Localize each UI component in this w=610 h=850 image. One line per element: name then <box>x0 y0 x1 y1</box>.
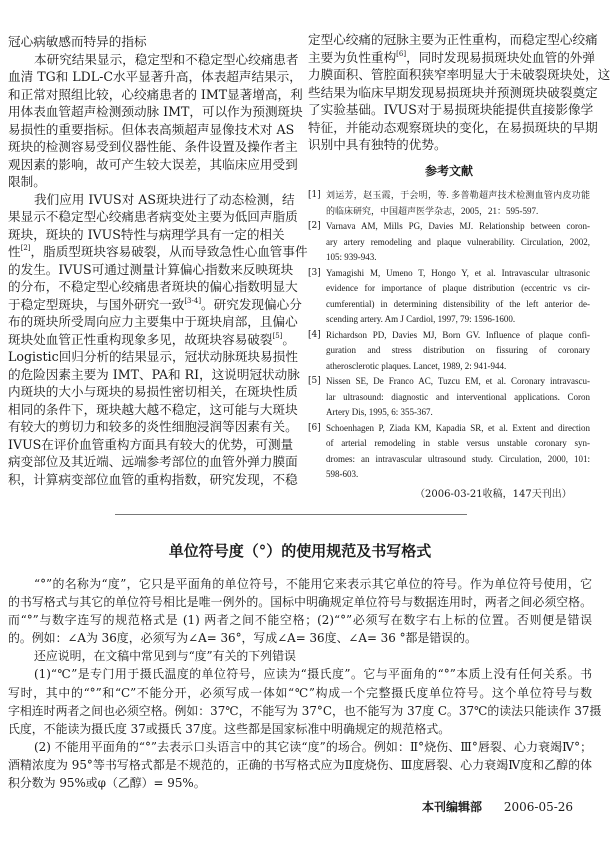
reference-line: Varnava AM, Mills PG, Davies MJ. Relationship between coron- <box>326 221 590 231</box>
text-segment: 力膜面积、管腔面积狭窄率明显大于未破裂斑块处，这 <box>308 67 610 82</box>
text-segment: 的。例如：∠A为 36度，必须写为∠A= 36°，写成∠A= 36度、∠A= 36 °都是错误的。 <box>8 631 477 646</box>
text-line <box>8 191 295 209</box>
text-segment: 。 <box>282 331 295 347</box>
reference-line: 105: 939-943. <box>326 252 377 262</box>
text-line <box>8 774 592 792</box>
reference-item <box>308 421 590 483</box>
text-line <box>8 278 298 296</box>
text-segment: IVUS在评价血管重构方面具有较大的优势，可测量 <box>8 436 294 452</box>
text-segment: 相同的条件下，斑块越大越不稳定，这可能与大斑块 <box>8 401 298 417</box>
text-line <box>8 418 298 436</box>
text-segment: 。研究发现偏心分 <box>201 296 302 312</box>
reference-line: atherosclerotic plaques. Lancet, 1989, 2: 941-944. <box>326 360 507 371</box>
text-line <box>8 86 303 104</box>
text-line <box>8 243 308 261</box>
reference-line: lar ultrasound: diagnostic and interventional applications. Coron <box>326 391 590 402</box>
reference-line: Schoenhagen P, Ziada KM, Kapadia SR, et al. Extent and direction <box>326 422 590 433</box>
text-line <box>8 453 298 471</box>
article-right-column <box>308 31 610 154</box>
text-line <box>8 665 592 683</box>
text-segment: 易损性的重要指标。但体表高频超声显像技术对 AS <box>8 121 295 137</box>
text-line <box>8 471 298 489</box>
text-line <box>8 331 295 349</box>
reference-line: ary artery remodeling and plaque vulnerability. Circulation, 2002, <box>326 236 590 247</box>
text-line <box>8 738 592 756</box>
text-line <box>308 119 598 137</box>
text-segment: 写时，其中的“°”和“C”不能分开，必须写成一体如“℃”构成一个完整摄氏度单位符号。这个单位符号与数 <box>8 685 592 700</box>
text-line <box>308 136 590 154</box>
reference-label: [3] <box>308 267 321 278</box>
text-segment: 我们应用 IVUS对 AS斑块进行了动态检测，结 <box>34 191 295 207</box>
text-segment: 限制。 <box>8 174 46 189</box>
references-list <box>308 188 590 483</box>
reference-line: 的临床研究，中国超声医学杂志，2005，21：595-597. <box>326 205 539 216</box>
reference-label: [1] <box>308 190 321 200</box>
text-segment: 冠心病敏感而特异的指标 <box>8 34 147 49</box>
text-line <box>8 702 602 720</box>
text-line <box>8 756 592 774</box>
text-segment: 的危险因素主要为 IMT、PA和 RI，这说明冠状动脉 <box>8 366 300 382</box>
reference-label: [4] <box>308 329 321 340</box>
text-line <box>8 575 592 593</box>
text-line <box>8 261 294 279</box>
text-line <box>8 436 294 454</box>
text-segment: 用体表血管超声检测颈动脉 IMT，可以作为预测斑块 <box>8 104 303 119</box>
text-segment: 于稳定型斑块，与国外研究一致 <box>8 296 185 312</box>
text-segment: 斑块，斑块的 IVUS特性与病理学具有一定的相关 <box>8 226 285 242</box>
text-segment: 些结果为临床早期发现易损斑块并预测斑块破裂奠定 <box>308 84 598 100</box>
text-line <box>8 103 303 121</box>
citation-superscript: [6] <box>396 49 407 58</box>
reference-line: 598-603. <box>326 469 359 479</box>
article-left-column <box>8 33 308 488</box>
text-line <box>8 226 284 244</box>
notice-signature <box>422 798 573 815</box>
text-segment: 特征，并能动态观察斑块的变化，在易损斑块的早期 <box>308 119 598 135</box>
reference-item <box>308 266 590 328</box>
reference-item <box>308 219 590 266</box>
text-segment: 的书写格式与其它的单位符号相比是唯一例外的。国标中明确规定单位符号与数据连用时，两者之间必须空格。 <box>8 595 592 610</box>
reference-label: [6] <box>308 422 321 433</box>
text-segment: 的发生。IVUS可通过测量计算偏心指数来反映斑块 <box>8 261 294 277</box>
text-line <box>8 348 298 366</box>
text-segment: 布的斑块所受周向应力主要集中于斑块肩部，且偏心 <box>8 314 298 329</box>
text-line <box>8 156 298 174</box>
text-line <box>8 121 295 139</box>
text-segment: 的分布，不稳定型心绞痛患者斑块的偏心指数明显大 <box>8 279 298 294</box>
text-segment: 定型心绞痛的冠脉主要为正性重构，而稳定型心绞痛 <box>308 32 598 47</box>
text-line <box>308 31 598 49</box>
reference-line: scending artery. Am J Cardiol, 1997, 79: 1596-1600. <box>326 314 516 324</box>
text-line <box>8 366 300 384</box>
text-segment: 有较大的剪切力和较多的炎性细胞浸润等因素有关。 <box>8 419 298 434</box>
reference-item <box>308 374 590 421</box>
notice-title: 单位符号度（°）的使用规范及书写格式 <box>168 542 432 560</box>
text-segment: 还应说明，在文稿中常见到与“度”有关的下列错误 <box>34 649 296 664</box>
text-line <box>8 138 298 156</box>
text-line <box>8 401 298 419</box>
text-line <box>8 33 284 51</box>
text-line <box>8 68 302 86</box>
text-segment: 了实验基础。IVUS对于易损斑块能提供直接影像学 <box>308 102 594 117</box>
reference-label: [2] <box>308 221 321 231</box>
references-heading: 参考文献 <box>424 164 473 178</box>
text-segment: 字相连时两者之间也必须空格。例如：37℃，不能写为 37°C，也不能写为 37度 C。37℃的读法只能读作 37摄 <box>8 703 602 718</box>
text-segment: Logistic回归分析的结果显示，冠状动脉斑块易损性 <box>8 349 298 364</box>
signature-org: 本刊编辑部 <box>422 800 483 814</box>
reference-line: Nissen SE, De Franco AC, Tuzcu EM, et al. Coronary intravascu- <box>326 376 590 386</box>
text-segment: 性 <box>8 244 21 259</box>
text-segment: 主要为负性重构 <box>308 49 397 65</box>
text-line <box>308 84 598 102</box>
reference-line: cumferential) in determining distensibility of the left anterior de- <box>326 298 590 309</box>
text-segment: 和正常对照组比较，心绞痛患者的 IMT显著增高，利 <box>8 86 303 102</box>
text-segment: “°”的名称为“度”，它只是平面角的单位符号，不能用它来表示其它单位的符号。作为单位符号使用，它 <box>34 577 592 591</box>
text-line <box>8 684 592 702</box>
text-segment: 内斑块的大小与斑块的易损性密切相关，在斑块性质 <box>8 384 298 399</box>
text-segment: 识别中具有独特的优势。 <box>308 137 447 152</box>
reference-item <box>308 188 590 219</box>
reference-line: Artery Dis, 1995, 6: 355-367. <box>326 407 433 417</box>
reference-line: guration and stress distribution on fissuring of coronary <box>326 345 590 355</box>
text-segment: 观因素的影响，故可产生较大误差，其临床应用受到 <box>8 156 298 172</box>
reference-line: dromes: an intravascular ultrasound study. Circulation, 2000, 101: <box>326 453 590 464</box>
reference-label: [5] <box>308 376 321 386</box>
text-segment: 酒精浓度为 95°等书写格式都是不规范的，正确的书写格式应为Ⅱ度烧伤、Ⅲ度唇裂、心力衰竭Ⅳ度和乙醇的体 <box>8 757 592 772</box>
section-divider <box>115 514 467 515</box>
text-segment: 积，计算病变部位血管的重构指数，研究发现，不稳 <box>8 471 298 487</box>
text-line <box>8 173 284 191</box>
text-line <box>8 720 592 738</box>
reference-line: Yamagishi M, Umeno T, Hongo Y, et al. Intravascular ultrasonic <box>326 267 590 278</box>
text-line <box>8 383 298 401</box>
text-segment: 本研究结果显示，稳定型和不稳定型心绞痛患者 <box>34 51 299 67</box>
text-segment: 血清 TG和 LDL-C水平显著升高，体表超声结果示， <box>8 69 302 84</box>
text-line <box>8 611 592 629</box>
text-segment: 斑块的检测容易受到仪器性能、条件设置及操作者主 <box>8 139 298 154</box>
text-segment: 斑块处血管正性重构现象多见，故斑块容易破裂 <box>8 331 273 347</box>
text-line <box>308 49 595 67</box>
text-segment: 病变部位及其近端、远端参考部位的血管外弹力膜面 <box>8 454 298 469</box>
text-line <box>8 313 298 331</box>
text-segment: (1)“℃”是专门用于摄氏温度的单位符号，应读为“摄氏度”。它与平面角的“°”本质上没有任何关系。书 <box>34 667 592 682</box>
text-line <box>8 51 299 69</box>
text-segment: ，脂质型斑块容易破裂，从而导致急性心血管事件 <box>30 244 308 259</box>
reference-line: evidence for importance of plaque distribution (eccentric vs cir- <box>326 283 590 293</box>
citation-superscript: [5] <box>272 331 283 340</box>
text-segment: 积分数为 95%或φ（乙醇）= 95%。 <box>8 776 206 791</box>
text-segment: 而“°”与数字连写的规范格式是 (1) 两者之间不能空格；(2)“°”必须写在数字右上标的位置。否则便是错误 <box>8 613 592 628</box>
text-line <box>308 66 610 84</box>
reference-line: Richardson PD, Davies MJ, Born GV. Influence of plaque confi- <box>326 329 590 340</box>
text-segment: (2) 不能用平面角的“°”去表示口头语言中的其它读“度”的场合。例如：Ⅱ°烧伤、Ⅲ°唇裂、心力衰竭Ⅳ°； <box>34 739 592 754</box>
reference-item <box>308 328 590 375</box>
text-line <box>8 208 298 226</box>
text-segment: ，同时发现易损斑块处血管的外弹 <box>406 49 595 65</box>
text-line <box>8 296 302 314</box>
citation-superscript: [3-4] <box>184 296 202 305</box>
text-line <box>8 593 592 611</box>
notice-body <box>8 575 602 792</box>
reference-line: 刘运芳，赵玉霞，于会明，等. 多普勒超声技术检测血管内皮功能 <box>326 190 590 200</box>
reference-line: of arterial remodeling in stable versus unstable coronary syn- <box>326 438 590 448</box>
citation-superscript: [2] <box>20 244 31 252</box>
signature-date: 2006-05-26 <box>503 800 574 814</box>
text-line <box>308 101 594 119</box>
received-note: （2006-03-21收稿，147天刊出） <box>415 489 572 500</box>
text-segment: 果显示不稳定型心绞痛患者病变处主要为低回声脂质 <box>8 209 298 224</box>
text-line <box>8 629 592 647</box>
text-segment: 氏度，不能读为摄氏度 37或摄氏 37度。这些都是国家标准中明确规定的规范格式。 <box>8 721 451 736</box>
text-line <box>8 647 592 665</box>
